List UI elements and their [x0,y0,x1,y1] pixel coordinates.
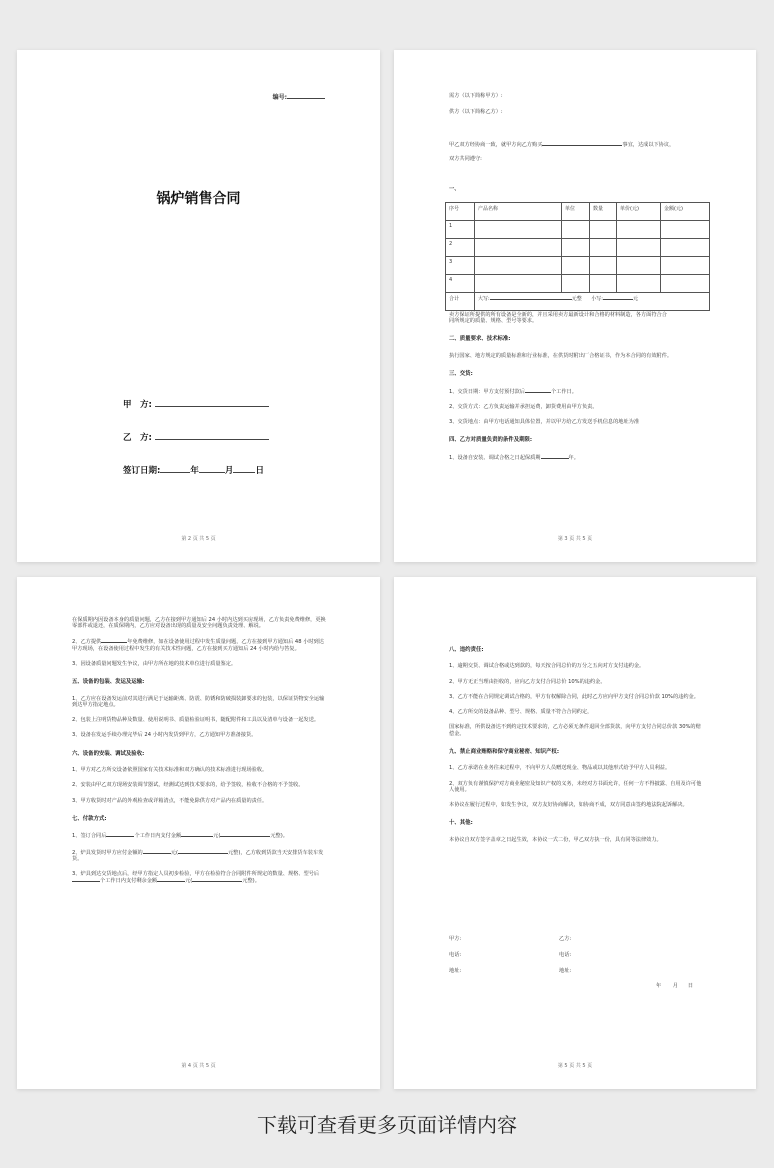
warranty-text-1: 卖方保证所提供的所有设备是全新的，并且采用卖方最新设计和合格的材料制造，各方面符合合 [449,312,667,318]
delivery-place-item: 3、交货地点：由甲方电话通知具体位置，并以甲方给乙方发送手机信息的地址为准 [449,419,640,426]
bribery-item-1: 1、乙方承诺在业务往来过程中，不向甲方人员赠送现金、物品或以其他形式给予甲方人员利益。 [449,765,671,772]
free-repair-text-a: 2、乙方提供 [72,639,102,646]
delivery-method-item: 2、交货方式：乙方负责运输并承担运费，卸货费用由甲方负责。 [449,403,598,410]
table-header-cell: 数量 [590,203,617,221]
demander-line: 需方（以下简称甲方）: [449,93,503,99]
payment-3-days-blank [72,877,100,882]
month-blank [199,464,225,473]
warranty-period-unit: 年。 [568,454,579,461]
table-header-cell: 单价(元) [617,203,661,221]
free-repair-years-blank [101,638,127,643]
party-a-blank [155,398,269,407]
page-5-body [449,635,705,852]
party-b-label: 乙 方: [123,433,152,443]
payment-2-upper-blank [178,849,228,854]
breach-item-2: 2、甲方无正当理由拒收的，应向乙方支付合同总价 10%的违约金。 [449,678,606,685]
table-row [446,221,710,239]
page-footer: 第 5 页 共 5 页 [557,1063,593,1069]
bribery-item-2: 2、双方负有谨慎保护对方商业秘密及知识产权的义务，未经对方书面允许，任何一方不得披露、自用及许可他人使用。 [449,780,702,793]
product-table [445,202,710,311]
payment-1-upper-blank [220,832,270,837]
table-header-row [446,203,710,221]
table-header-cell: 金额(元) [661,203,710,221]
packing-item-3: 3、设备在发运手续办理完毕后 24 小时内发货到甲方，乙方通知甲方准备接货。 [72,732,257,739]
payment-3-text-c: 元( [185,878,193,885]
section-9-heading: 九、禁止商业贿赂和保守商业秘密、知识产权: [449,748,559,755]
contract-number-field [273,92,325,101]
page-footer: 第 3 页 共 5 页 [557,536,593,542]
sign-date-label: 签订日期: [123,466,161,476]
row-index: 2 [446,239,475,257]
payment-2-text-a: 2、炉具发货时甲方应付金额的 [72,849,143,856]
breach-item-3: 3、乙方不能在合同规定调试合格的，甲方有权解除合同，此时乙方应向甲方支付合同总价款 10%的违约金。 [449,693,699,700]
quality-issue-text: 在保质期内因设备本身的质量问题，乙方在接到甲方通知后 24 小时内达到买房现场，乙方负责免费维修，更换零部件或退还，在质保期内，乙方应对设备出现的质量及安全问题负责处理、解说。 [72,617,326,630]
payment-3-amount-blank [157,877,185,882]
day-blank [233,464,255,473]
section-6-heading: 六、设备的安装、调试及验收: [72,750,145,757]
warranty-years-blank [541,454,569,459]
breach-item-1: 1、逾期交货、调试合格或达到款的，每天按合同总价的万分之五向对方支付违约金。 [449,663,645,670]
payment-1-text-a: 1、签订合同后 [72,833,107,840]
page-footer: 第 4 页 共 5 页 [181,1063,216,1069]
section-2-text: 执行国家、地方规定的质量标准和行业标准，在供货时附出厂合格证书，作为本合同的有效附件。 [449,352,673,359]
section-8-heading: 八、违约责任: [449,647,484,653]
intro-text-a: 甲乙双方经协商一致，就甲方向乙方购买 [449,142,543,148]
intro-line-2: 双方共同遵守: [449,156,482,162]
acceptance-item-1: 1、甲方对乙方所交设备依照国家有关技术标准和双方确认的技术标准进行现场验收。 [72,767,268,774]
payment-2-text-c: 元整)，乙方收到货款当天安排货车装车发货。 [72,849,324,862]
payment-3-text-b: 个工作日内支付剩余金额 [100,878,158,885]
payment-1-amount-blank [181,832,213,837]
table-header-cell: 产品名称 [475,203,562,221]
page-4-body [72,617,328,893]
signing-date [656,984,693,989]
page-3-body [449,312,707,470]
payment-1-text-c: 元( [213,833,221,840]
dispute-item: 3、因设备质量问题发生争议，由甲方所在地的技术单位进行质量鉴定。 [72,660,237,667]
dispute-resolution-item: 本协议在履行过程中，如发生争议，双方友好协商解决，如协商不成，双方同意由签约地法院起诉解决。 [449,802,688,809]
day-label: 日 [255,466,264,476]
sign-date-line [123,464,264,476]
page-footer: 第 2 页 共 5 页 [181,536,216,542]
row-index: 3 [446,257,475,275]
month-label: 月 [224,466,234,476]
acceptance-item-2: 2、安装由甲乙双方现场安装调节器试，经测试达到技术要求的，给予签收，检收不合格的不予签收。 [72,782,304,789]
payment-1-days-blank [106,832,134,837]
phone-party-a: 电话: [449,952,462,958]
date-year-label: 年 [656,983,662,989]
contract-page-5 [394,577,756,1089]
total-cell [475,293,710,311]
delivery-date-unit: 个工作日。 [550,388,577,395]
payment-item-3 [72,871,328,884]
table-header-cell: 序号 [446,203,475,221]
contract-number-blank [287,93,325,99]
section-10-heading: 十、其他: [449,820,473,827]
payment-2-amount-blank [143,849,171,854]
supplier-line: 供方（以下简称乙方）: [449,109,503,115]
delivery-days-blank [525,388,551,393]
contract-title: 锅炉销售合同 [156,191,241,207]
signature-party-a: 甲方: [449,936,462,942]
contract-page-3 [394,50,756,562]
free-repair-item [72,638,328,651]
section-7-heading: 七、付款方式: [72,815,107,822]
intro-text-b: 事宜，达成以下协议， [622,142,675,148]
phone-party-b: 电话: [559,952,572,958]
warranty-period-text: 1、设备自安装、调试合格之日起保质期 [449,454,541,461]
party-a-label: 甲 方: [123,400,152,410]
table-row [446,257,710,275]
breach-item-4: 4、乙方所交的设备品种、型号、规格、质量不符合合同约定， [449,709,593,716]
section-4-heading: 四、乙方对质量负责的条件及期限: [449,437,533,444]
party-a-line [123,398,269,410]
section-3-heading: 三、交货: [449,371,473,378]
row-index: 1 [446,221,475,239]
total-label: 合计 [446,293,475,311]
download-caption: 下载可查看更多页面详情内容 [257,1113,517,1137]
packing-item-1: 1、乙方应在设备发运前对其进行满足于运输距离、防震、防锈和防破损装卸要求的包装，以保证货物安全运输到达甲方指定地点。 [72,695,325,708]
purchase-item-blank [542,141,622,146]
free-repair-text-b: 年免费维修，如在设备使用过程中发生质量问题，乙方在接到甲方通知后 48 小时到达甲方现场，在设备使用过程中发生的有关技术性问题，乙方在接到买方通知后 24 小时内给与答复。 [72,639,324,652]
table-row [446,275,710,293]
intro-line [449,141,674,148]
payment-3-upper-blank [192,877,242,882]
section-2-heading: 二、质量要求、技术标准: [449,336,511,343]
delivery-date-item [449,388,707,395]
contract-number-label: 编号: [272,94,287,101]
contract-page-4 [17,577,380,1089]
date-month-label: 月 [672,983,678,989]
payment-3-text-a: 3、炉具到达交货地点后，经甲方指定人员初步检验，甲方在检验符合合同附件所规定的数量、规格、型号后 [72,870,320,877]
table-header-cell: 单位 [562,203,590,221]
total-yuan-label: 元 [632,296,638,302]
row-index: 4 [446,275,475,293]
party-b-blank [155,431,269,440]
packing-item-2: 2、包装上注明货物品种及数量、使用说明书、质量检验证明书，随配附件和工具以及清单与设备一起发送。 [72,717,320,724]
payment-3-text-d: 元整)。 [242,878,260,885]
year-label: 年 [190,466,199,476]
delivery-date-text: 1、交货日期：甲方支付预付款后 [449,388,525,395]
payment-item-2 [72,849,328,862]
year-blank [160,464,190,473]
warranty-period-item [449,454,707,461]
address-party-a: 地址: [449,968,462,974]
total-upper-label: 大写: [478,296,490,302]
payment-1-text-b: 个工作日内支付金额 [134,833,182,840]
date-day-label: 日 [687,983,694,989]
address-party-b: 地址: [559,968,572,974]
total-lower-blank [603,295,633,300]
warranty-text-2: 同所规定的质量、规格、型号等要求。 [449,318,538,325]
total-unit-label: 元整 [571,296,582,302]
section-1-heading: 一、 [449,186,460,192]
total-upper-blank [490,295,572,300]
signature-party-b: 乙方: [559,936,572,942]
contract-cover-page [17,50,380,562]
payment-2-text-b: 元( [170,849,178,856]
acceptance-item-3: 3、甲方收货时对产品的外观检查或详箱清点，不能免除供方对产品内在质量的责任。 [72,797,268,804]
breach-item-5: 国家标准，所供设备达不到约定技术要求的，乙方必须无条件退回全部货款，向甲方支付合同总价款 30%的赔偿金。 [449,724,701,737]
table-row [446,239,710,257]
table-total-row [446,293,710,311]
total-lower-label: 小写: [591,296,603,302]
payment-1-text-d: 元整)。 [270,833,288,840]
effect-clause: 本协议自双方签字盖章之日起生效，本协议一式二份，甲乙双方执一份，具有同等法律效力。 [449,836,662,843]
party-b-line [123,431,269,443]
section-5-heading: 五、设备的包装、发运及运输: [72,679,145,686]
payment-item-1 [72,832,328,839]
